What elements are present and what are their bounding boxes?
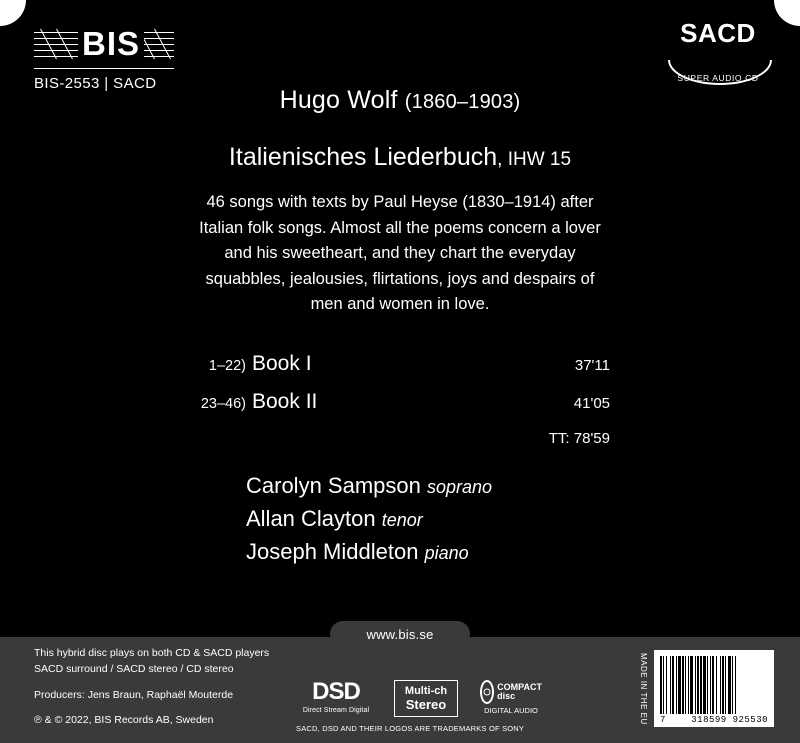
corner-decoration <box>0 0 26 26</box>
barcode <box>654 650 774 727</box>
performer-role: tenor <box>381 509 423 530</box>
catalogue-number: BIS-2553 | SACD <box>34 75 157 92</box>
multich-line-1: Multi-ch <box>404 685 448 698</box>
track-range: 23–46) <box>200 395 246 412</box>
cd-line-2: disc <box>497 691 516 702</box>
hybrid-disc-line-1: This hybrid disc plays on both CD & SACD players <box>34 647 270 659</box>
legal-text <box>34 646 269 729</box>
barcode-bars <box>660 656 768 714</box>
performer-list <box>190 473 610 565</box>
corner-decoration <box>774 0 800 26</box>
dsd-subtitle: Direct Stream Digital <box>302 707 370 715</box>
work-catalogue: , IHW 15 <box>497 149 572 170</box>
track-duration: 37'11 <box>574 356 610 374</box>
hybrid-disc-line-2: SACD surround / SACD stereo / CD stereo <box>34 662 234 675</box>
table-row <box>190 352 610 376</box>
release-info <box>0 86 800 572</box>
cd-line-1: COMPACT <box>497 681 542 692</box>
track-listing <box>190 352 610 447</box>
work-title: Italienisches Liederbuch <box>228 143 498 171</box>
performer-role: soprano <box>427 476 493 497</box>
dsd-logo-text: DSD <box>312 678 360 706</box>
website-badge[interactable]: www.bis.se <box>330 621 470 647</box>
performer-name: Allan Clayton <box>246 505 376 531</box>
multichannel-logo <box>394 680 458 717</box>
copyright-line: ℗ & © 2022, BIS Records AB, Sweden <box>34 714 214 727</box>
bis-staff-logo-icon <box>34 22 174 66</box>
performer-name: Carolyn Sampson <box>246 472 421 498</box>
track-title: Book I <box>252 351 312 375</box>
trademark-note: SACD, DSD AND THEIR LOGOS ARE TRADEMARKS OF SONY <box>296 724 525 733</box>
barcode-number: 318599 925530 <box>691 715 768 725</box>
composer-name: Hugo Wolf <box>279 86 398 114</box>
list-item <box>246 539 610 565</box>
format-logos <box>300 680 542 717</box>
barcode-digits <box>660 715 768 725</box>
performer-name: Joseph Middleton <box>246 538 419 564</box>
cd-subtitle: DIGITAL AUDIO <box>484 706 538 716</box>
sacd-logo <box>662 20 774 83</box>
composer-dates: (1860–1903) <box>404 91 521 113</box>
divider <box>34 68 174 69</box>
compact-disc-logo <box>480 680 542 715</box>
list-item <box>246 473 610 499</box>
total-time-row <box>190 430 610 447</box>
table-row <box>190 390 610 414</box>
bis-logo-text: BIS <box>78 24 144 64</box>
made-in-label: MADE IN THE EU <box>639 653 648 725</box>
work-description: 46 songs with texts by Paul Heyse (1830–1914) after Italian folk songs. Almost all the poems concern a lover and his sweetheart, and they chart the everyday squabbles, jealousies, flirtations, joys and despairs of men and women in love. <box>199 193 601 314</box>
total-time: TT: 78'59 <box>548 429 610 447</box>
performer-role: piano <box>424 542 469 563</box>
track-title: Book II <box>252 389 318 413</box>
composer-line <box>0 86 800 115</box>
sacd-subtitle: SUPER AUDIO CD <box>677 73 759 83</box>
multich-line-2: Stereo <box>405 697 447 713</box>
sacd-arc-icon <box>662 47 774 83</box>
track-range: 1–22) <box>208 357 246 374</box>
bis-label-logo <box>34 22 174 92</box>
work-title-line <box>0 143 800 172</box>
disc-icon <box>480 680 494 704</box>
dsd-logo <box>300 680 372 714</box>
sacd-logo-text: SACD <box>680 18 756 48</box>
track-duration: 41'05 <box>573 394 610 412</box>
producers-line: Producers: Jens Braun, Raphaël Mouterde <box>34 688 234 701</box>
list-item <box>246 506 610 532</box>
barcode-left-digit: 7 <box>660 715 666 725</box>
